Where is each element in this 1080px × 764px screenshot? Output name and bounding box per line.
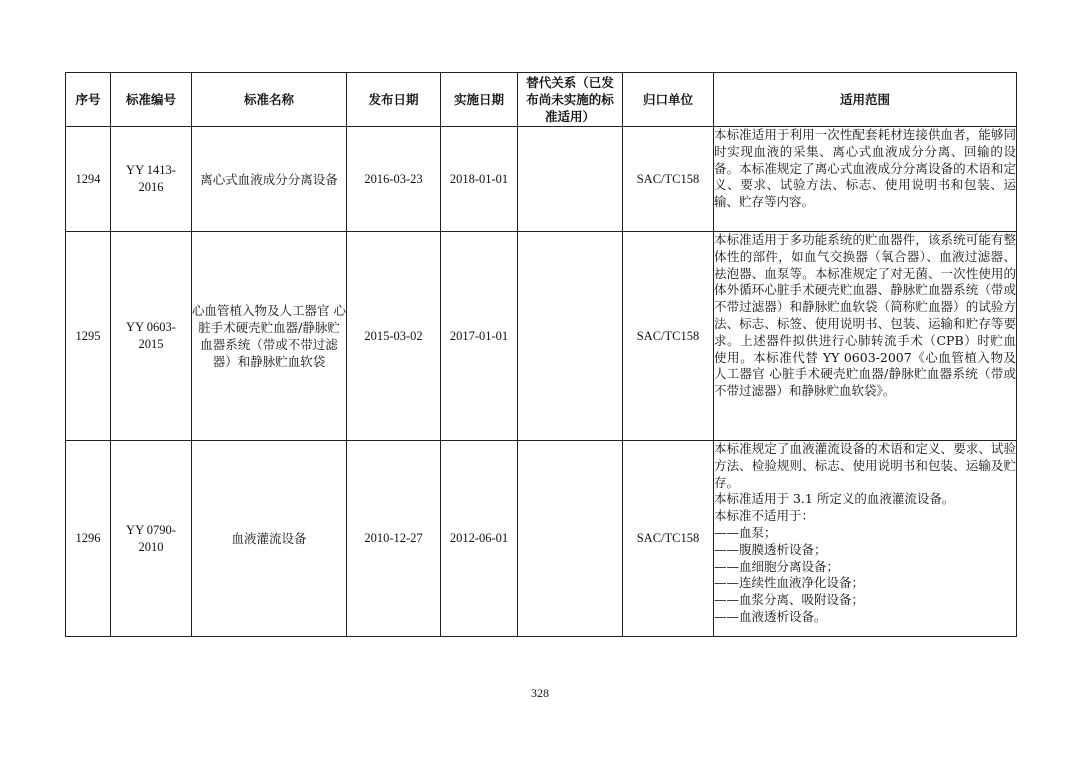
cell-name: 心血管植入物及人工器官 心脏手术硬壳贮血器/静脉贮血器系统（带或不带过滤器）和静脉贮血软袋 (192, 232, 347, 441)
header-code: 标准编号 (111, 73, 192, 127)
scope-paragraph: 本标准规定了血液灌流设备的术语和定义、要求、试验方法、检验规则、标志、使用说明书和包装、运输及贮存。 (714, 441, 1016, 490)
cell-code: YY 0790-2010 (111, 441, 192, 637)
header-unit: 归口单位 (623, 73, 714, 127)
scope-paragraph: 本标准适用于 3.1 所定义的血液灌流设备。 (714, 491, 955, 507)
cell-unit: SAC/TC158 (623, 127, 714, 232)
cell-scope (714, 232, 1017, 441)
header-scope: 适用范围 (714, 73, 1017, 127)
cell-seq: 1296 (66, 441, 111, 637)
cell-replacement (518, 441, 623, 637)
header-replacement: 替代关系（已发布尚未实施的标准适用） (518, 73, 623, 127)
scope-paragraph: 本标准适用于利用一次性配套耗材连接供血者，能够同时实现血液的采集、离心式血液成分分离、回输的设备。本标准规定了离心式血液成分分离设备的术语和定义、要求、试验方法、标志、使用说明书和包装、运输、贮存等内容。 (714, 127, 1016, 210)
cell-name: 离心式血液成分分离设备 (192, 127, 347, 232)
cell-name: 血液灌流设备 (192, 441, 347, 637)
cell-effective-date: 2012-06-01 (441, 441, 518, 637)
table-row (66, 127, 1017, 232)
scope-list-item: ——血泵； (714, 524, 777, 540)
cell-scope (714, 127, 1017, 232)
scope-list-item: ——血液透析设备。 (714, 608, 827, 624)
table-row (66, 441, 1017, 637)
header-row (66, 73, 1017, 127)
table-row (66, 232, 1017, 441)
cell-code: YY 0603-2015 (111, 232, 192, 441)
standards-table (65, 72, 1017, 637)
cell-seq: 1295 (66, 232, 111, 441)
scope-paragraph: 本标准不适用于： (714, 508, 815, 524)
page-number: 328 (531, 686, 549, 700)
scope-list-item: ——连续性血液净化设备； (714, 575, 865, 591)
cell-unit: SAC/TC158 (623, 441, 714, 637)
header-seq: 序号 (66, 73, 111, 127)
cell-unit: SAC/TC158 (623, 232, 714, 441)
header-name: 标准名称 (192, 73, 347, 127)
cell-publish-date: 2016-03-23 (347, 127, 441, 232)
scope-list-item: ——血浆分离、吸附设备； (714, 592, 865, 608)
cell-publish-date: 2015-03-02 (347, 232, 441, 441)
cell-seq: 1294 (66, 127, 111, 232)
header-effective-date: 实施日期 (441, 73, 518, 127)
scope-list-item: ——腹膜透析设备； (714, 541, 827, 557)
scope-list-item: ——血细胞分离设备； (714, 558, 840, 574)
cell-publish-date: 2010-12-27 (347, 441, 441, 637)
cell-effective-date: 2018-01-01 (441, 127, 518, 232)
cell-replacement (518, 127, 623, 232)
cell-effective-date: 2017-01-01 (441, 232, 518, 441)
cell-replacement (518, 232, 623, 441)
header-publish-date: 发布日期 (347, 73, 441, 127)
scope-paragraph: 本标准适用于多功能系统的贮血器件，该系统可能有整体性的部件，如血气交换器（氧合器）、血液过滤器、祛泡器、血泵等。本标准规定了对无菌、一次性使用的体外循环心脏手术硬壳贮血器、静脉贮血器系统（带或不带过滤器）和静脉贮血软袋（简称贮血器）的试验方法、标志、标签、使用说明书、包装、运输和贮存等要求。上述器件拟供进行心肺转流手术（CPB）时贮血使用。本标准代替 YY 0603-2007《心血管植入物及人工器官 心脏手术硬壳贮血器/静脉贮血器系统（带或不带过滤器）和静脉贮血软袋》。 (714, 232, 1016, 399)
cell-code: YY 1413-2016 (111, 127, 192, 232)
cell-scope (714, 441, 1017, 637)
